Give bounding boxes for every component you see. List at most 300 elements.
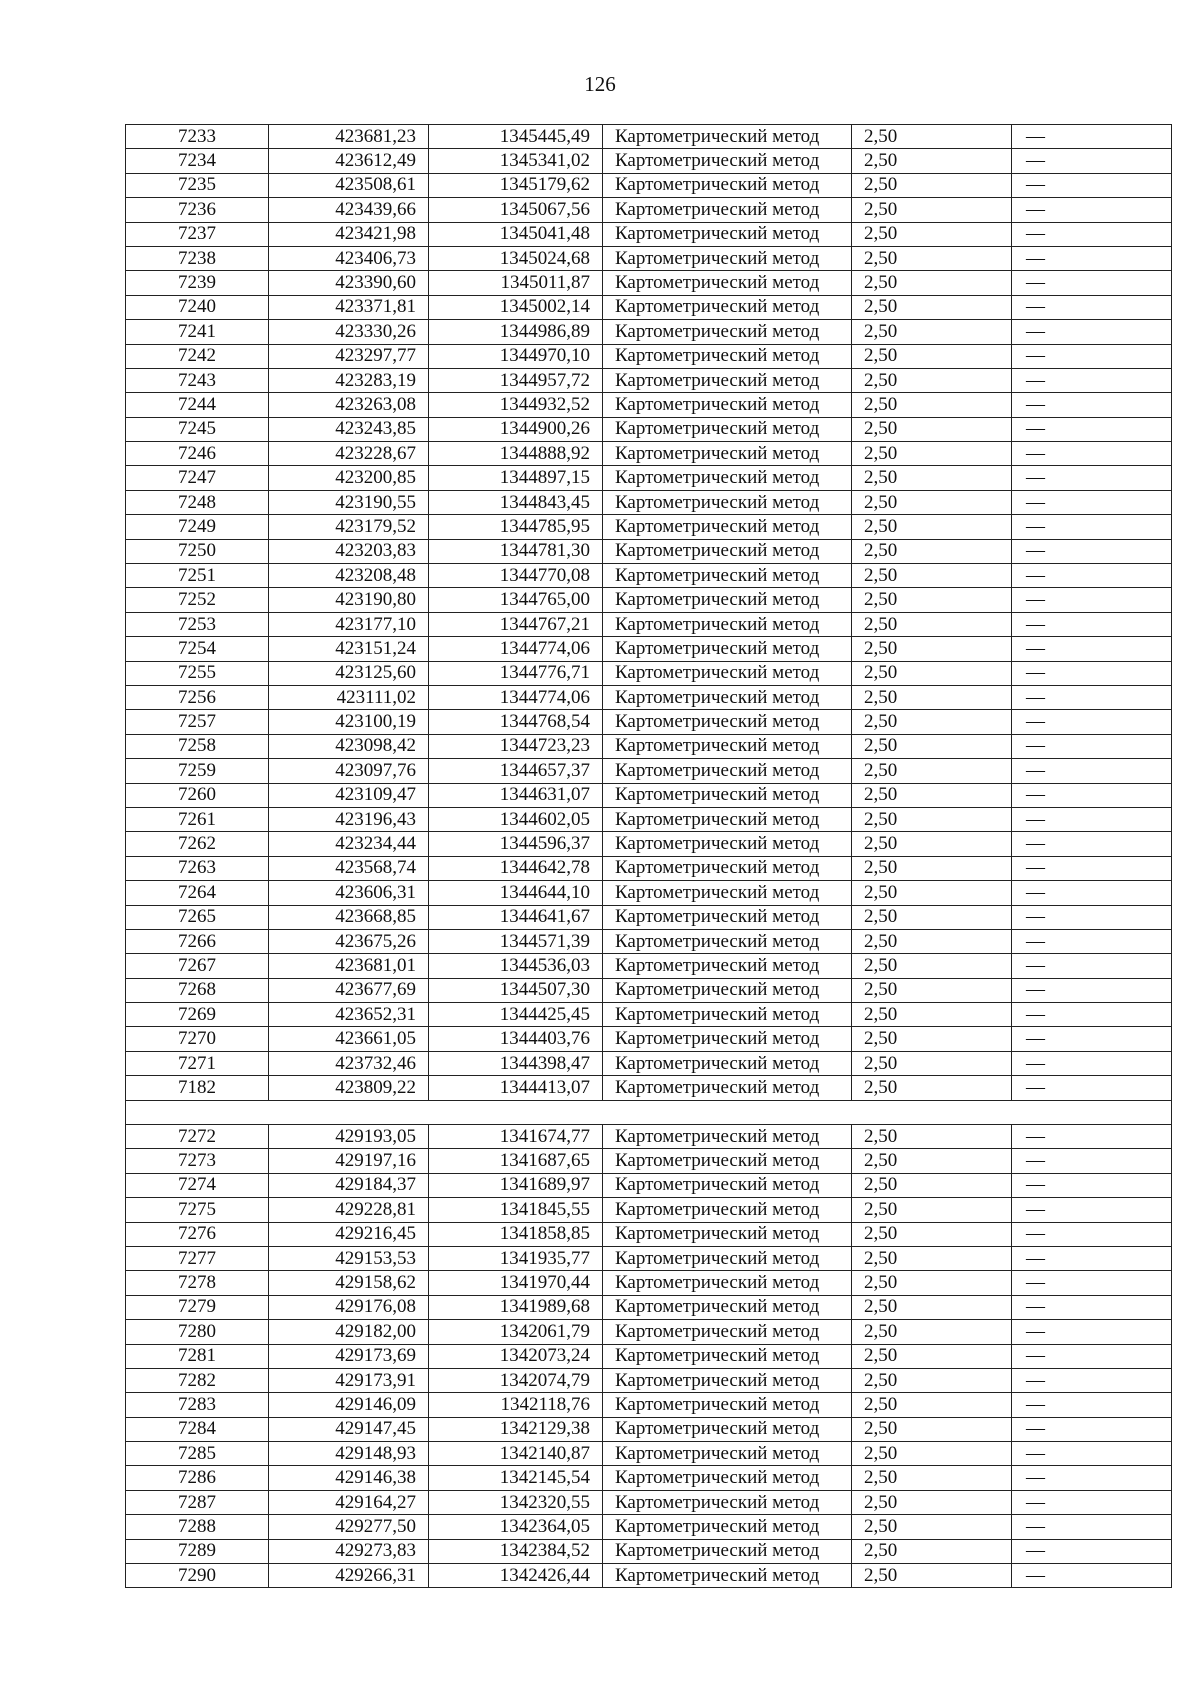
description-cell: — bbox=[1012, 1490, 1172, 1514]
y-coordinate-cell: 1342145,54 bbox=[429, 1466, 603, 1490]
description-cell: — bbox=[1012, 1149, 1172, 1173]
x-coordinate-cell: 423179,52 bbox=[269, 515, 429, 539]
description-cell: — bbox=[1012, 271, 1172, 295]
method-cell: Картометрический метод bbox=[603, 1539, 852, 1563]
x-coordinate-cell: 429173,91 bbox=[269, 1368, 429, 1392]
x-coordinate-cell: 423668,85 bbox=[269, 905, 429, 929]
point-number-cell: 7266 bbox=[126, 929, 269, 953]
description-cell: — bbox=[1012, 1246, 1172, 1270]
point-number-cell: 7270 bbox=[126, 1027, 269, 1051]
y-coordinate-cell: 1345179,62 bbox=[429, 173, 603, 197]
accuracy-cell: 2,50 bbox=[852, 954, 1012, 978]
accuracy-cell: 2,50 bbox=[852, 1466, 1012, 1490]
method-cell: Картометрический метод bbox=[603, 1564, 852, 1588]
point-number-cell: 7255 bbox=[126, 661, 269, 685]
y-coordinate-cell: 1344785,95 bbox=[429, 515, 603, 539]
y-coordinate-cell: 1342073,24 bbox=[429, 1344, 603, 1368]
description-cell: — bbox=[1012, 954, 1172, 978]
method-cell: Картометрический метод bbox=[603, 856, 852, 880]
point-number-cell: 7260 bbox=[126, 783, 269, 807]
table-row bbox=[126, 807, 1172, 831]
table-row bbox=[126, 1295, 1172, 1319]
point-number-cell: 7284 bbox=[126, 1417, 269, 1441]
table-row bbox=[126, 149, 1172, 173]
table-row bbox=[126, 1173, 1172, 1197]
x-coordinate-cell: 423390,60 bbox=[269, 271, 429, 295]
table-row bbox=[126, 954, 1172, 978]
accuracy-cell: 2,50 bbox=[852, 588, 1012, 612]
point-number-cell: 7286 bbox=[126, 1466, 269, 1490]
x-coordinate-cell: 423406,73 bbox=[269, 246, 429, 270]
method-cell: Картометрический метод bbox=[603, 368, 852, 392]
table-row bbox=[126, 1442, 1172, 1466]
method-cell: Картометрический метод bbox=[603, 1198, 852, 1222]
description-cell: — bbox=[1012, 417, 1172, 441]
table-row bbox=[126, 246, 1172, 270]
point-number-cell: 7242 bbox=[126, 344, 269, 368]
description-cell: — bbox=[1012, 1564, 1172, 1588]
description-cell: — bbox=[1012, 149, 1172, 173]
accuracy-cell: 2,50 bbox=[852, 929, 1012, 953]
method-cell: Картометрический метод bbox=[603, 295, 852, 319]
table-body bbox=[126, 125, 1172, 1588]
y-coordinate-cell: 1341689,97 bbox=[429, 1173, 603, 1197]
point-number-cell: 7283 bbox=[126, 1393, 269, 1417]
method-cell: Картометрический метод bbox=[603, 637, 852, 661]
description-cell: — bbox=[1012, 393, 1172, 417]
description-cell: — bbox=[1012, 1417, 1172, 1441]
accuracy-cell: 2,50 bbox=[852, 246, 1012, 270]
method-cell: Картометрический метод bbox=[603, 564, 852, 588]
y-coordinate-cell: 1341858,85 bbox=[429, 1222, 603, 1246]
accuracy-cell: 2,50 bbox=[852, 807, 1012, 831]
x-coordinate-cell: 429228,81 bbox=[269, 1198, 429, 1222]
x-coordinate-cell: 423125,60 bbox=[269, 661, 429, 685]
point-number-cell: 7240 bbox=[126, 295, 269, 319]
point-number-cell: 7278 bbox=[126, 1271, 269, 1295]
x-coordinate-cell: 423200,85 bbox=[269, 466, 429, 490]
y-coordinate-cell: 1344425,45 bbox=[429, 1003, 603, 1027]
point-number-cell: 7233 bbox=[126, 125, 269, 149]
accuracy-cell: 2,50 bbox=[852, 1125, 1012, 1149]
point-number-cell: 7280 bbox=[126, 1320, 269, 1344]
method-cell: Картометрический метод bbox=[603, 344, 852, 368]
x-coordinate-cell: 423439,66 bbox=[269, 198, 429, 222]
point-number-cell: 7269 bbox=[126, 1003, 269, 1027]
x-coordinate-cell: 423263,08 bbox=[269, 393, 429, 417]
y-coordinate-cell: 1344644,10 bbox=[429, 881, 603, 905]
page-number: 126 bbox=[584, 72, 616, 96]
accuracy-cell: 2,50 bbox=[852, 1393, 1012, 1417]
accuracy-cell: 2,50 bbox=[852, 1417, 1012, 1441]
description-cell: — bbox=[1012, 564, 1172, 588]
x-coordinate-cell: 423297,77 bbox=[269, 344, 429, 368]
x-coordinate-cell: 423681,01 bbox=[269, 954, 429, 978]
method-cell: Картометрический метод bbox=[603, 198, 852, 222]
accuracy-cell: 2,50 bbox=[852, 222, 1012, 246]
accuracy-cell: 2,50 bbox=[852, 856, 1012, 880]
method-cell: Картометрический метод bbox=[603, 1125, 852, 1149]
description-cell: — bbox=[1012, 173, 1172, 197]
method-cell: Картометрический метод bbox=[603, 442, 852, 466]
accuracy-cell: 2,50 bbox=[852, 1442, 1012, 1466]
accuracy-cell: 2,50 bbox=[852, 1490, 1012, 1514]
point-number-cell: 7249 bbox=[126, 515, 269, 539]
y-coordinate-cell: 1342426,44 bbox=[429, 1564, 603, 1588]
method-cell: Картометрический метод bbox=[603, 1246, 852, 1270]
accuracy-cell: 2,50 bbox=[852, 1320, 1012, 1344]
accuracy-cell: 2,50 bbox=[852, 125, 1012, 149]
x-coordinate-cell: 429184,37 bbox=[269, 1173, 429, 1197]
description-cell: — bbox=[1012, 1515, 1172, 1539]
accuracy-cell: 2,50 bbox=[852, 490, 1012, 514]
y-coordinate-cell: 1341845,55 bbox=[429, 1198, 603, 1222]
method-cell: Картометрический метод bbox=[603, 125, 852, 149]
y-coordinate-cell: 1344774,06 bbox=[429, 685, 603, 709]
description-cell: — bbox=[1012, 759, 1172, 783]
accuracy-cell: 2,50 bbox=[852, 1246, 1012, 1270]
table-row bbox=[126, 393, 1172, 417]
method-cell: Картометрический метод bbox=[603, 685, 852, 709]
table-row bbox=[126, 320, 1172, 344]
x-coordinate-cell: 429164,27 bbox=[269, 1490, 429, 1514]
y-coordinate-cell: 1341674,77 bbox=[429, 1125, 603, 1149]
method-cell: Картометрический метод bbox=[603, 1417, 852, 1441]
method-cell: Картометрический метод bbox=[603, 1027, 852, 1051]
table-row bbox=[126, 368, 1172, 392]
accuracy-cell: 2,50 bbox=[852, 1295, 1012, 1319]
table-row bbox=[126, 1149, 1172, 1173]
y-coordinate-cell: 1344774,06 bbox=[429, 637, 603, 661]
y-coordinate-cell: 1345341,02 bbox=[429, 149, 603, 173]
description-cell: — bbox=[1012, 734, 1172, 758]
description-cell: — bbox=[1012, 807, 1172, 831]
method-cell: Картометрический метод bbox=[603, 954, 852, 978]
accuracy-cell: 2,50 bbox=[852, 978, 1012, 1002]
description-cell: — bbox=[1012, 1051, 1172, 1075]
y-coordinate-cell: 1344932,52 bbox=[429, 393, 603, 417]
table-row bbox=[126, 1539, 1172, 1563]
x-coordinate-cell: 423111,02 bbox=[269, 685, 429, 709]
description-cell: — bbox=[1012, 661, 1172, 685]
description-cell: — bbox=[1012, 320, 1172, 344]
x-coordinate-cell: 423109,47 bbox=[269, 783, 429, 807]
method-cell: Картометрический метод bbox=[603, 222, 852, 246]
description-cell: — bbox=[1012, 125, 1172, 149]
table-row bbox=[126, 710, 1172, 734]
table-row bbox=[126, 1271, 1172, 1295]
accuracy-cell: 2,50 bbox=[852, 661, 1012, 685]
y-coordinate-cell: 1342074,79 bbox=[429, 1368, 603, 1392]
point-number-cell: 7238 bbox=[126, 246, 269, 270]
y-coordinate-cell: 1344776,71 bbox=[429, 661, 603, 685]
method-cell: Картометрический метод bbox=[603, 1149, 852, 1173]
x-coordinate-cell: 423330,26 bbox=[269, 320, 429, 344]
table-row bbox=[126, 344, 1172, 368]
y-coordinate-cell: 1344986,89 bbox=[429, 320, 603, 344]
accuracy-cell: 2,50 bbox=[852, 149, 1012, 173]
description-cell: — bbox=[1012, 1198, 1172, 1222]
y-coordinate-cell: 1345002,14 bbox=[429, 295, 603, 319]
description-cell: — bbox=[1012, 1295, 1172, 1319]
point-number-cell: 7250 bbox=[126, 539, 269, 563]
method-cell: Картометрический метод bbox=[603, 466, 852, 490]
y-coordinate-cell: 1342140,87 bbox=[429, 1442, 603, 1466]
description-cell: — bbox=[1012, 515, 1172, 539]
method-cell: Картометрический метод bbox=[603, 1003, 852, 1027]
y-coordinate-cell: 1345041,48 bbox=[429, 222, 603, 246]
x-coordinate-cell: 429146,38 bbox=[269, 1466, 429, 1490]
point-number-cell: 7277 bbox=[126, 1246, 269, 1270]
x-coordinate-cell: 423809,22 bbox=[269, 1076, 429, 1100]
y-coordinate-cell: 1342384,52 bbox=[429, 1539, 603, 1563]
method-cell: Картометрический метод bbox=[603, 1368, 852, 1392]
table-row bbox=[126, 490, 1172, 514]
description-cell: — bbox=[1012, 466, 1172, 490]
method-cell: Картометрический метод bbox=[603, 832, 852, 856]
description-cell: — bbox=[1012, 1368, 1172, 1392]
description-cell: — bbox=[1012, 856, 1172, 880]
accuracy-cell: 2,50 bbox=[852, 1051, 1012, 1075]
table-row bbox=[126, 588, 1172, 612]
x-coordinate-cell: 429147,45 bbox=[269, 1417, 429, 1441]
accuracy-cell: 2,50 bbox=[852, 1564, 1012, 1588]
description-cell: — bbox=[1012, 295, 1172, 319]
method-cell: Картометрический метод bbox=[603, 783, 852, 807]
y-coordinate-cell: 1345445,49 bbox=[429, 125, 603, 149]
accuracy-cell: 2,50 bbox=[852, 515, 1012, 539]
point-number-cell: 7237 bbox=[126, 222, 269, 246]
description-cell: — bbox=[1012, 783, 1172, 807]
method-cell: Картометрический метод bbox=[603, 246, 852, 270]
point-number-cell: 7244 bbox=[126, 393, 269, 417]
method-cell: Картометрический метод bbox=[603, 1393, 852, 1417]
y-coordinate-cell: 1342320,55 bbox=[429, 1490, 603, 1514]
table-row bbox=[126, 1051, 1172, 1075]
method-cell: Картометрический метод bbox=[603, 271, 852, 295]
y-coordinate-cell: 1344596,37 bbox=[429, 832, 603, 856]
point-number-cell: 7235 bbox=[126, 173, 269, 197]
x-coordinate-cell: 429193,05 bbox=[269, 1125, 429, 1149]
table-row bbox=[126, 1490, 1172, 1514]
accuracy-cell: 2,50 bbox=[852, 905, 1012, 929]
x-coordinate-cell: 423196,43 bbox=[269, 807, 429, 831]
point-number-cell: 7182 bbox=[126, 1076, 269, 1100]
y-coordinate-cell: 1344631,07 bbox=[429, 783, 603, 807]
x-coordinate-cell: 423228,67 bbox=[269, 442, 429, 466]
method-cell: Картометрический метод bbox=[603, 1271, 852, 1295]
method-cell: Картометрический метод bbox=[603, 320, 852, 344]
x-coordinate-cell: 423097,76 bbox=[269, 759, 429, 783]
accuracy-cell: 2,50 bbox=[852, 1271, 1012, 1295]
method-cell: Картометрический метод bbox=[603, 539, 852, 563]
point-number-cell: 7256 bbox=[126, 685, 269, 709]
description-cell: — bbox=[1012, 905, 1172, 929]
description-cell: — bbox=[1012, 1344, 1172, 1368]
table-row bbox=[126, 1246, 1172, 1270]
x-coordinate-cell: 423568,74 bbox=[269, 856, 429, 880]
point-number-cell: 7289 bbox=[126, 1539, 269, 1563]
point-number-cell: 7261 bbox=[126, 807, 269, 831]
accuracy-cell: 2,50 bbox=[852, 1003, 1012, 1027]
method-cell: Картометрический метод bbox=[603, 1320, 852, 1344]
group-separator-cell bbox=[126, 1100, 1172, 1124]
method-cell: Картометрический метод bbox=[603, 1490, 852, 1514]
table-row bbox=[126, 685, 1172, 709]
point-number-cell: 7265 bbox=[126, 905, 269, 929]
point-number-cell: 7257 bbox=[126, 710, 269, 734]
table-row bbox=[126, 515, 1172, 539]
x-coordinate-cell: 429173,69 bbox=[269, 1344, 429, 1368]
point-number-cell: 7268 bbox=[126, 978, 269, 1002]
description-cell: — bbox=[1012, 344, 1172, 368]
point-number-cell: 7279 bbox=[126, 1295, 269, 1319]
point-number-cell: 7243 bbox=[126, 368, 269, 392]
x-coordinate-cell: 423652,31 bbox=[269, 1003, 429, 1027]
point-number-cell: 7282 bbox=[126, 1368, 269, 1392]
method-cell: Картометрический метод bbox=[603, 490, 852, 514]
description-cell: — bbox=[1012, 539, 1172, 563]
point-number-cell: 7246 bbox=[126, 442, 269, 466]
accuracy-cell: 2,50 bbox=[852, 1149, 1012, 1173]
description-cell: — bbox=[1012, 1271, 1172, 1295]
x-coordinate-cell: 423677,69 bbox=[269, 978, 429, 1002]
description-cell: — bbox=[1012, 1393, 1172, 1417]
accuracy-cell: 2,50 bbox=[852, 442, 1012, 466]
x-coordinate-cell: 423661,05 bbox=[269, 1027, 429, 1051]
x-coordinate-cell: 429182,00 bbox=[269, 1320, 429, 1344]
accuracy-cell: 2,50 bbox=[852, 783, 1012, 807]
table-row bbox=[126, 1027, 1172, 1051]
point-number-cell: 7252 bbox=[126, 588, 269, 612]
y-coordinate-cell: 1345024,68 bbox=[429, 246, 603, 270]
accuracy-cell: 2,50 bbox=[852, 564, 1012, 588]
point-number-cell: 7274 bbox=[126, 1173, 269, 1197]
table-row bbox=[126, 1222, 1172, 1246]
x-coordinate-cell: 429148,93 bbox=[269, 1442, 429, 1466]
point-number-cell: 7253 bbox=[126, 612, 269, 636]
table-row bbox=[126, 417, 1172, 441]
table-row bbox=[126, 759, 1172, 783]
point-number-cell: 7254 bbox=[126, 637, 269, 661]
table-row bbox=[126, 1368, 1172, 1392]
y-coordinate-cell: 1344398,47 bbox=[429, 1051, 603, 1075]
accuracy-cell: 2,50 bbox=[852, 637, 1012, 661]
x-coordinate-cell: 423100,19 bbox=[269, 710, 429, 734]
x-coordinate-cell: 429197,16 bbox=[269, 1149, 429, 1173]
description-cell: — bbox=[1012, 612, 1172, 636]
accuracy-cell: 2,50 bbox=[852, 1027, 1012, 1051]
point-number-cell: 7258 bbox=[126, 734, 269, 758]
group-separator-row bbox=[126, 1100, 1172, 1124]
accuracy-cell: 2,50 bbox=[852, 1173, 1012, 1197]
description-cell: — bbox=[1012, 881, 1172, 905]
table-row bbox=[126, 1344, 1172, 1368]
accuracy-cell: 2,50 bbox=[852, 295, 1012, 319]
description-cell: — bbox=[1012, 442, 1172, 466]
description-cell: — bbox=[1012, 1466, 1172, 1490]
accuracy-cell: 2,50 bbox=[852, 1539, 1012, 1563]
x-coordinate-cell: 429158,62 bbox=[269, 1271, 429, 1295]
accuracy-cell: 2,50 bbox=[852, 1368, 1012, 1392]
method-cell: Картометрический метод bbox=[603, 661, 852, 685]
point-number-cell: 7263 bbox=[126, 856, 269, 880]
table-row bbox=[126, 1393, 1172, 1417]
y-coordinate-cell: 1341935,77 bbox=[429, 1246, 603, 1270]
table-row bbox=[126, 1198, 1172, 1222]
table-row bbox=[126, 1076, 1172, 1100]
point-number-cell: 7287 bbox=[126, 1490, 269, 1514]
accuracy-cell: 2,50 bbox=[852, 393, 1012, 417]
table-row bbox=[126, 539, 1172, 563]
table-row bbox=[126, 1320, 1172, 1344]
accuracy-cell: 2,50 bbox=[852, 1076, 1012, 1100]
method-cell: Картометрический метод bbox=[603, 1344, 852, 1368]
y-coordinate-cell: 1344571,39 bbox=[429, 929, 603, 953]
description-cell: — bbox=[1012, 685, 1172, 709]
x-coordinate-cell: 423208,48 bbox=[269, 564, 429, 588]
y-coordinate-cell: 1341687,65 bbox=[429, 1149, 603, 1173]
table-row bbox=[126, 929, 1172, 953]
point-number-cell: 7247 bbox=[126, 466, 269, 490]
x-coordinate-cell: 429153,53 bbox=[269, 1246, 429, 1270]
y-coordinate-cell: 1341989,68 bbox=[429, 1295, 603, 1319]
x-coordinate-cell: 423681,23 bbox=[269, 125, 429, 149]
point-number-cell: 7275 bbox=[126, 1198, 269, 1222]
table-row bbox=[126, 564, 1172, 588]
table-row bbox=[126, 661, 1172, 685]
description-cell: — bbox=[1012, 222, 1172, 246]
table-row bbox=[126, 1515, 1172, 1539]
accuracy-cell: 2,50 bbox=[852, 612, 1012, 636]
x-coordinate-cell: 429273,83 bbox=[269, 1539, 429, 1563]
x-coordinate-cell: 429176,08 bbox=[269, 1295, 429, 1319]
accuracy-cell: 2,50 bbox=[852, 539, 1012, 563]
description-cell: — bbox=[1012, 1076, 1172, 1100]
description-cell: — bbox=[1012, 1125, 1172, 1149]
point-number-cell: 7236 bbox=[126, 198, 269, 222]
method-cell: Картометрический метод bbox=[603, 807, 852, 831]
method-cell: Картометрический метод bbox=[603, 1466, 852, 1490]
table-row bbox=[126, 856, 1172, 880]
x-coordinate-cell: 423190,55 bbox=[269, 490, 429, 514]
method-cell: Картометрический метод bbox=[603, 1051, 852, 1075]
description-cell: — bbox=[1012, 368, 1172, 392]
x-coordinate-cell: 423421,98 bbox=[269, 222, 429, 246]
y-coordinate-cell: 1344657,37 bbox=[429, 759, 603, 783]
x-coordinate-cell: 423177,10 bbox=[269, 612, 429, 636]
table-row bbox=[126, 271, 1172, 295]
accuracy-cell: 2,50 bbox=[852, 198, 1012, 222]
x-coordinate-cell: 423190,80 bbox=[269, 588, 429, 612]
point-number-cell: 7285 bbox=[126, 1442, 269, 1466]
table-row bbox=[126, 198, 1172, 222]
x-coordinate-cell: 423508,61 bbox=[269, 173, 429, 197]
y-coordinate-cell: 1344970,10 bbox=[429, 344, 603, 368]
accuracy-cell: 2,50 bbox=[852, 344, 1012, 368]
method-cell: Картометрический метод bbox=[603, 1173, 852, 1197]
point-number-cell: 7276 bbox=[126, 1222, 269, 1246]
description-cell: — bbox=[1012, 637, 1172, 661]
x-coordinate-cell: 423234,44 bbox=[269, 832, 429, 856]
accuracy-cell: 2,50 bbox=[852, 1198, 1012, 1222]
description-cell: — bbox=[1012, 832, 1172, 856]
y-coordinate-cell: 1344536,03 bbox=[429, 954, 603, 978]
point-number-cell: 7262 bbox=[126, 832, 269, 856]
y-coordinate-cell: 1344413,07 bbox=[429, 1076, 603, 1100]
x-coordinate-cell: 423283,19 bbox=[269, 368, 429, 392]
x-coordinate-cell: 429146,09 bbox=[269, 1393, 429, 1417]
